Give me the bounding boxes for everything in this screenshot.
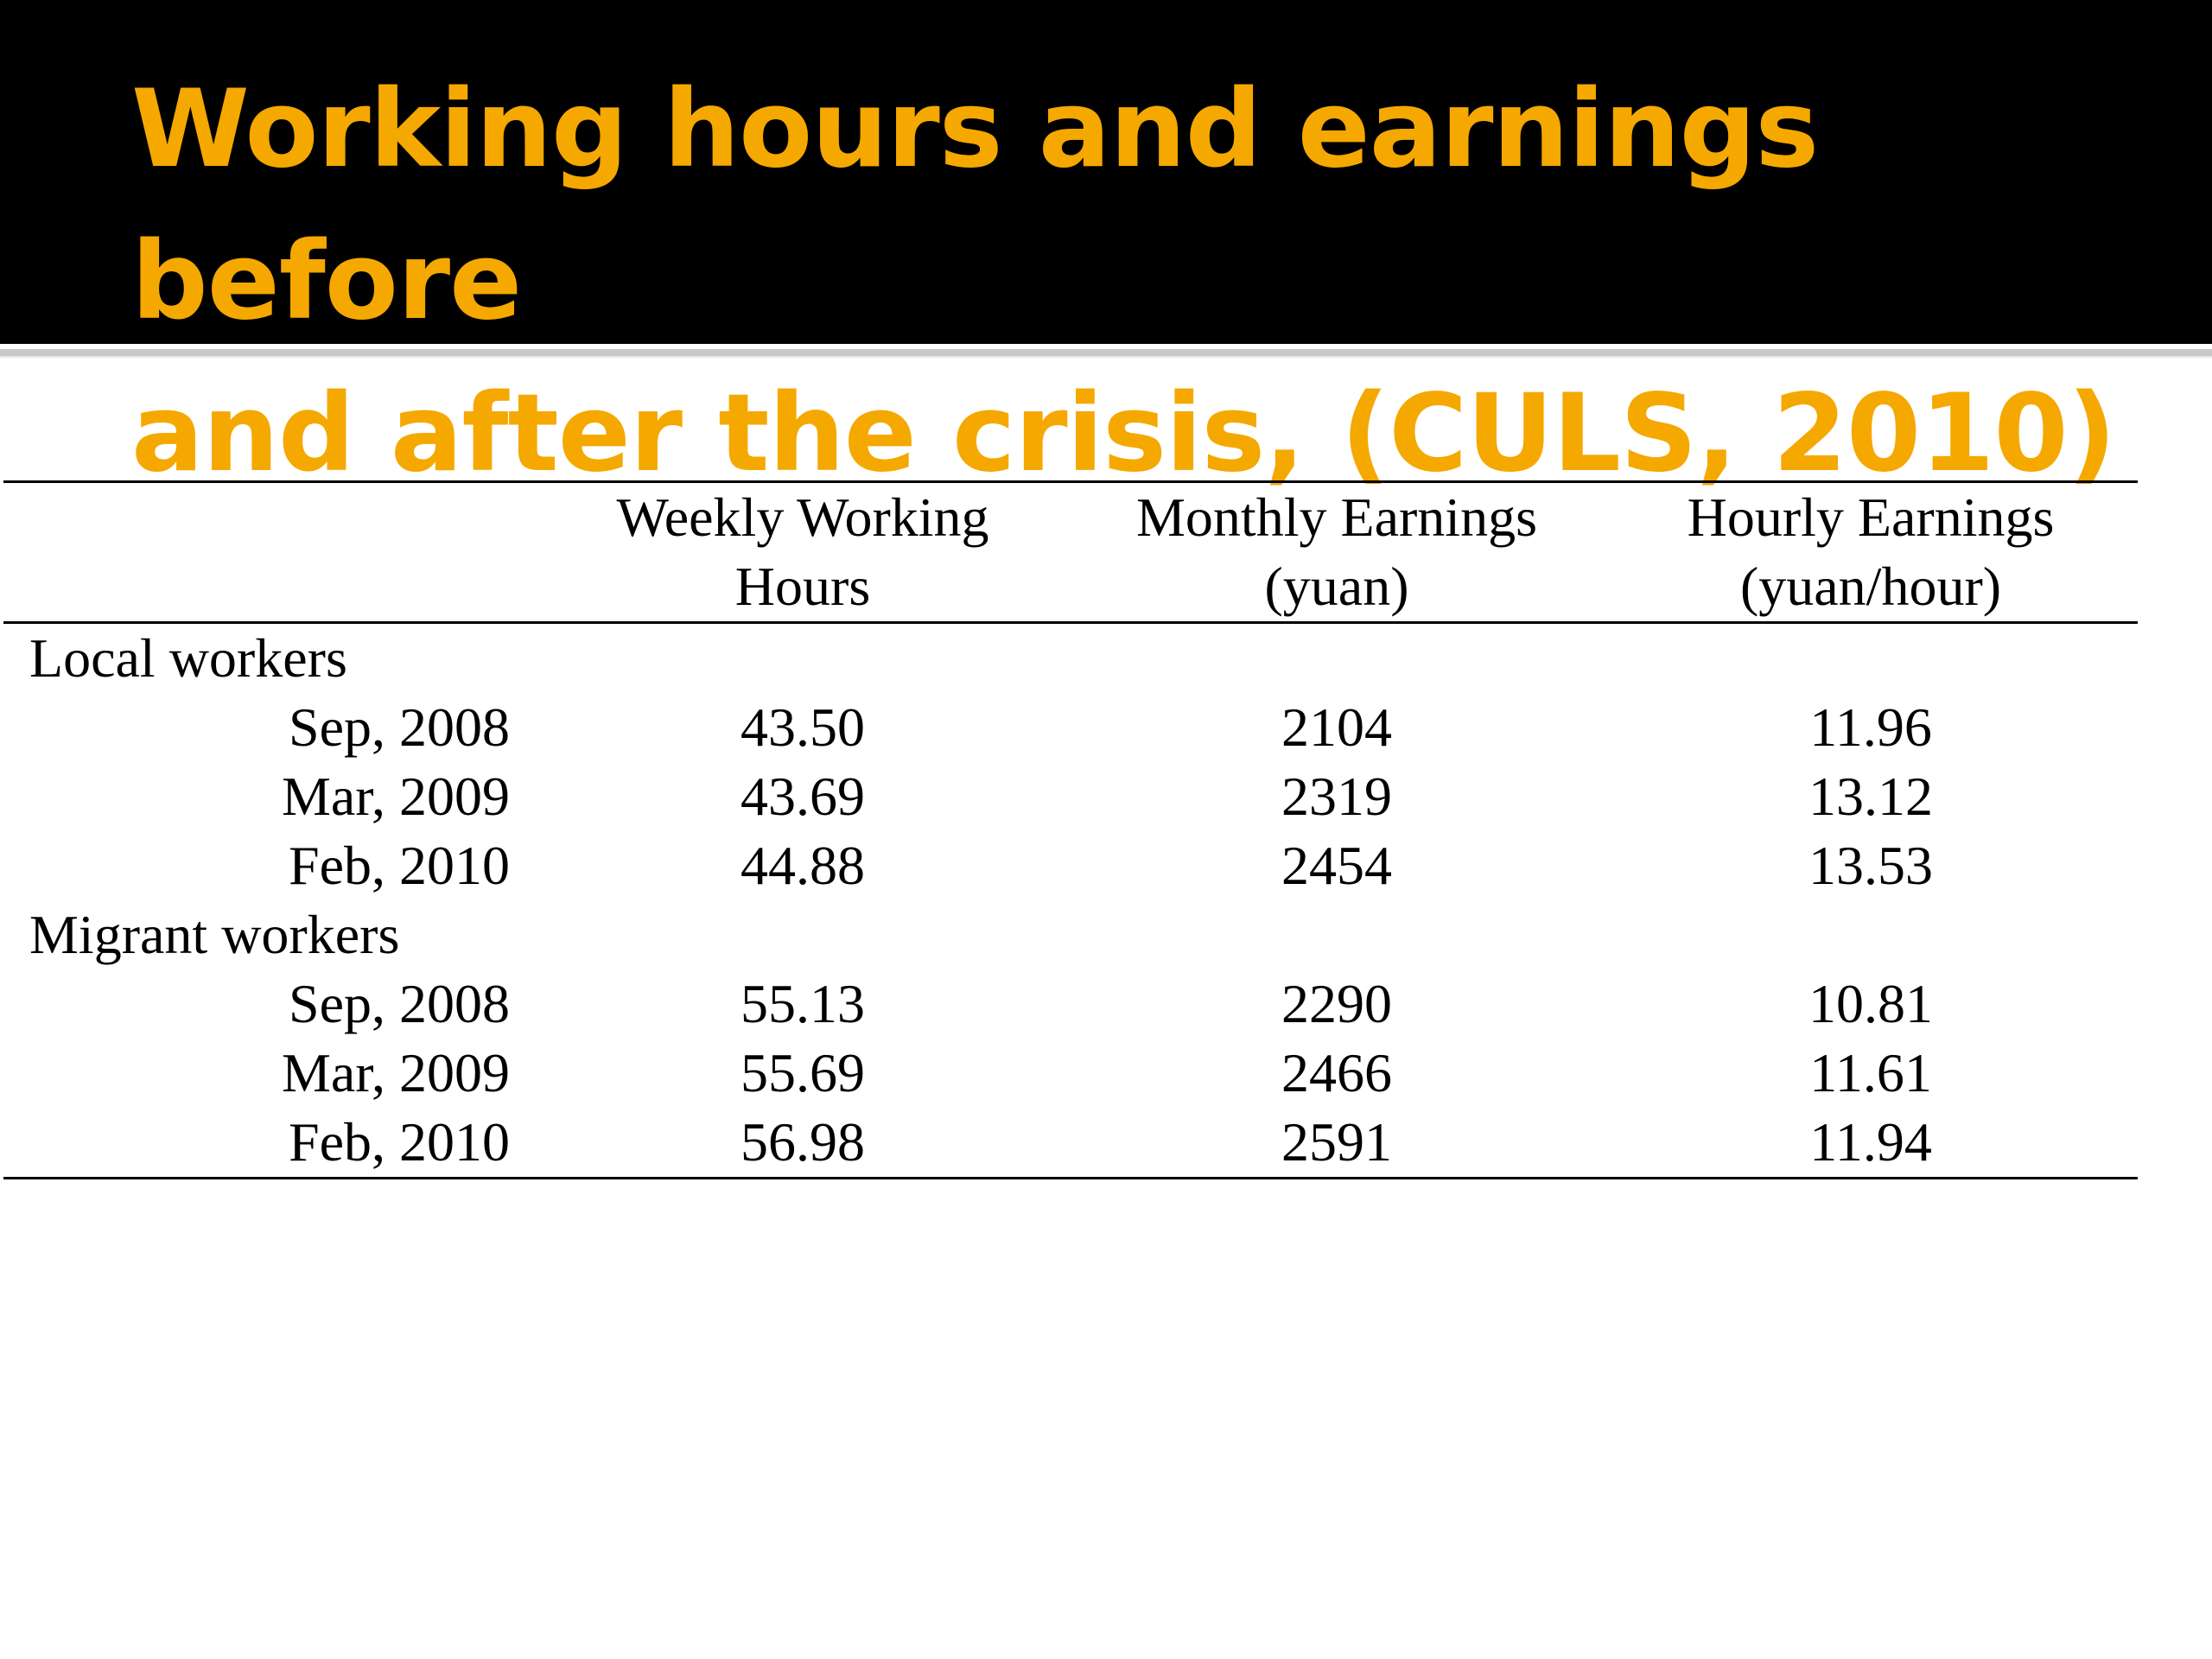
slide-title-line-2: and after the crisis, (CULS, 2010) — [131, 372, 2116, 496]
group-label: Local workers — [29, 627, 347, 689]
header-hourly-earnings — [1604, 482, 2138, 623]
header-label: Weekly Working — [616, 486, 989, 548]
hourly-earnings-cell: 13.53 — [1808, 835, 1933, 896]
header-label: (yuan) — [1264, 556, 1409, 617]
weekly-hours-cell: 43.69 — [741, 766, 865, 827]
period-cell: Sep, 2008 — [289, 696, 510, 758]
period-cell: Mar, 2009 — [281, 1042, 510, 1103]
header-label: Hourly Earnings — [1687, 486, 2055, 548]
header-label: Hours — [734, 556, 871, 617]
hourly-earnings-cell: 10.81 — [1808, 973, 1933, 1034]
slide-title — [131, 54, 2162, 510]
earnings-table — [3, 480, 2138, 1179]
table-row — [3, 831, 2138, 900]
monthly-earnings-cell: 2104 — [1281, 696, 1392, 758]
period-cell: Mar, 2009 — [281, 766, 510, 827]
header-label: (yuan/hour) — [1739, 556, 2002, 617]
monthly-earnings-cell: 2454 — [1281, 835, 1392, 896]
table-row — [3, 1108, 2138, 1179]
group-label: Migrant workers — [29, 904, 400, 965]
weekly-hours-cell: 56.98 — [741, 1111, 865, 1173]
weekly-hours-cell: 44.88 — [741, 835, 865, 896]
period-cell: Feb, 2010 — [289, 1111, 510, 1173]
header-label: Monthly Earnings — [1136, 486, 1537, 548]
table-row — [3, 969, 2138, 1039]
slide-title-line-1: Working hours and earnings before — [131, 67, 1819, 344]
weekly-hours-cell: 55.13 — [741, 973, 865, 1034]
weekly-hours-cell: 55.69 — [741, 1042, 865, 1103]
table-header-row — [3, 482, 2138, 623]
table-row — [3, 762, 2138, 831]
table-row — [3, 693, 2138, 762]
header-weekly-working-hours — [536, 482, 1070, 623]
monthly-earnings-cell: 2466 — [1281, 1042, 1392, 1103]
group-row-local-workers — [3, 623, 2138, 694]
monthly-earnings-cell: 2591 — [1281, 1111, 1392, 1173]
hourly-earnings-cell: 13.12 — [1808, 766, 1933, 827]
header-monthly-earnings — [1070, 482, 1604, 623]
period-cell: Sep, 2008 — [289, 973, 510, 1034]
table-row — [3, 1039, 2138, 1108]
hourly-earnings-cell: 11.94 — [1809, 1111, 1932, 1173]
group-row-migrant-workers — [3, 900, 2138, 969]
period-cell: Feb, 2010 — [289, 835, 510, 896]
hourly-earnings-cell: 11.96 — [1809, 696, 1932, 758]
header-empty — [3, 482, 536, 623]
monthly-earnings-cell: 2290 — [1281, 973, 1392, 1034]
hourly-earnings-cell: 11.61 — [1809, 1042, 1932, 1103]
monthly-earnings-cell: 2319 — [1281, 766, 1392, 827]
weekly-hours-cell: 43.50 — [741, 696, 865, 758]
